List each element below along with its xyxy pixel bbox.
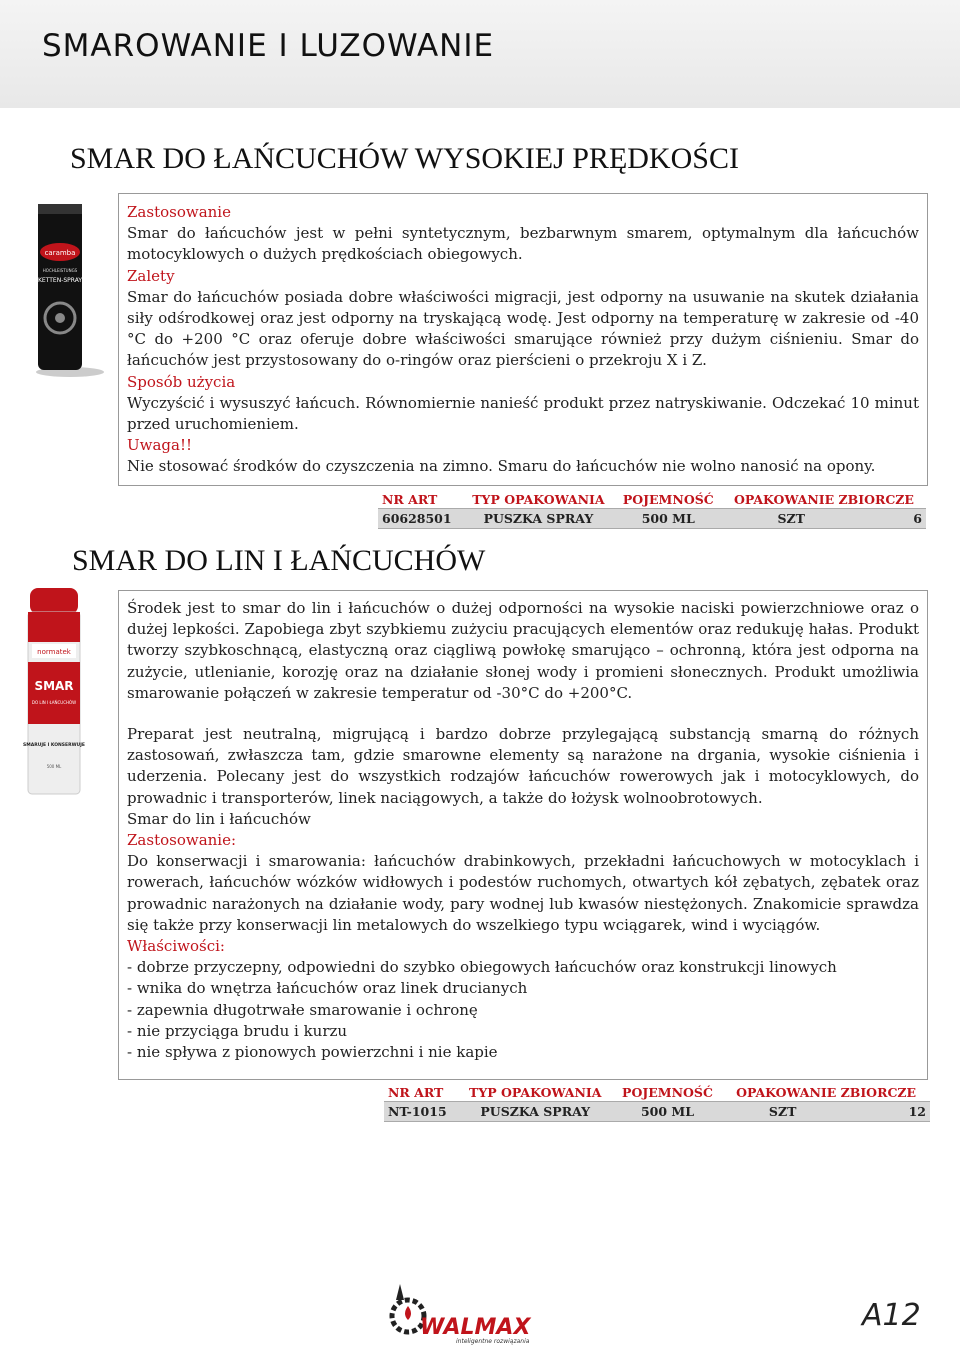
product1-spec-table: [378, 490, 926, 529]
product2-line-name: Smar do lin i łańcuchów: [127, 809, 311, 828]
product2-can-image: [24, 586, 84, 798]
product2-can-product2: DO LIN I ŁAŃCUCHÓW: [31, 700, 77, 705]
table-header: POJEMNOŚĆ: [622, 491, 714, 507]
product1-can-product: KETTEN-SPRAY: [37, 277, 83, 284]
product2-can-tagline: SMARUJE I KONSERWUJE: [23, 743, 85, 748]
product2-zastosowanie-heading: Zastosowanie:: [127, 831, 237, 850]
table-cell: 500 ML: [615, 509, 722, 529]
product2-description-box: [118, 590, 928, 1080]
walmax-logo-tagline: inteligentne rozwiązania: [456, 1338, 530, 1345]
page-number: A12: [862, 1298, 921, 1333]
list-item: - wnika do wnętrza łańcuchów oraz linek drucianych: [127, 979, 528, 998]
table-cell: 60628501: [378, 509, 462, 529]
table-header-row: [384, 1083, 930, 1102]
table-row: [384, 1102, 930, 1122]
product1-sposob-heading: Sposób użycia: [127, 372, 236, 391]
table-header: NR ART: [388, 1084, 444, 1100]
product1-can-subtitle: HOCHLEISTUNGS: [42, 268, 78, 273]
table-header: TYP OPAKOWANIA: [469, 1084, 602, 1100]
table-header-row: [378, 490, 926, 509]
product2-para1: Środek jest to smar do lin i łańcuchów o dużej odporności na wysokie naciski powierzchniowe oraz o dużej lepkości. Zapobiega zbyt szybkiemu zużyciu pracujących elementów oraz redukuję hałas. Produkt tworzy szybkoschnącą, elastyczną oraz ciągliwą powłokę smarująco – ochronną, która jest odporna na zużycie, utlenianie, korozję oraz na działanie słonej wody i promieni słonecznych. Produkt umożliwia smarowanie połączeń w zakresie temperatur od -30°C do +200°C.: [127, 599, 919, 702]
table-cell: 500 ML: [613, 1102, 722, 1122]
table-cell: SZT: [722, 509, 861, 529]
product1-zalety-text: Smar do łańcuchów posiada dobre właściwości migracji, jest odporny na usuwanie na skutek działania siły odśrodkowej oraz jest odporny na tryskającą wodę. Jest odporny na temperaturę w zakresie od -40 °C do +200 °C oraz oferuje dobre właściwości smarujące również przy dużym ciśnieniu. Smar do łańcuchów jest przystosowany do o-ringów oraz pierścieni o przekroju X i Z.: [127, 287, 919, 370]
product1-zalety-heading: Zalety: [127, 266, 175, 285]
table-header: POJEMNOŚĆ: [622, 1084, 713, 1100]
list-item: - zapewnia długotrwałe smarowanie i ochronę: [127, 1000, 478, 1019]
product2-can-product: SMAR: [34, 679, 74, 693]
product1-zastosowanie-text: Smar do łańcuchów jest w pełni syntetycznym, bezbarwnym smarem, optymalnym dla łańcuchów motocyklowych o dużych prędkościach obiegowych.: [127, 224, 919, 264]
walmax-logo: [382, 1280, 531, 1346]
product1-can-brand: caramba: [44, 249, 76, 257]
product2-can-volume: 500 ML: [46, 764, 62, 769]
product1-description-box: [118, 193, 928, 486]
product2-can-brand: normatek: [37, 648, 71, 656]
table-row: [378, 509, 926, 529]
table-header: OPAKOWANIE ZBIORCZE: [733, 491, 914, 507]
list-item: - nie spływa z pionowych powierzchni i nie kapie: [127, 1043, 498, 1062]
product2-wlasciwosci-heading: Właściwości:: [127, 937, 225, 956]
table-header: OPAKOWANIE ZBIORCZE: [736, 1084, 917, 1100]
product1-can-image: [30, 200, 110, 380]
product1-title: SMAR DO ŁAŃCUCHÓW WYSOKIEJ PRĘDKOŚCI: [70, 142, 739, 175]
header-band: [0, 0, 960, 108]
product2-para2: Preparat jest neutralną, migrującą i bardzo dobrze przylegającą substancją smarną do różnych zastosowań, zwłaszcza tam, gdzie smarowne elementy są narażone na drgania, wysokie ciśnienia i uderzenia. Polecany jest do wszystkich rodzajów łańcuchów rowerowych jak i motocyklowych, do prowadnic i transporterów, linek naciągowych, a także do łożysk wolnoobrotowych.: [127, 725, 919, 807]
product1-uwaga-heading: Uwaga!!: [127, 436, 193, 455]
table-cell: PUSZKA SPRAY: [458, 1102, 613, 1122]
product1-uwaga-text: Nie stosować środków do czyszczenia na zimno. Smaru do łańcuchów nie wolno nanosić na opony.: [127, 457, 876, 476]
product2-zastosowanie-text: Do konserwacji i smarowania: łańcuchów drabinkowych, przekładni łańcuchowych w motocyklach i rowerach, łańcuchów wózków widłowych i podestów ruchomych, otwartych kół zębatych, zębatek oraz prowadnic narażonych na działanie wody, pary wodnej lub kwasów niestężonych. Znakomicie sprawdza się także przy konserwacji lin metalowych do wszelkiego typu wciągarek, wind i wyciągów.: [127, 852, 919, 934]
page-title: SMAROWANIE I LUZOWANIE: [42, 28, 495, 64]
list-item: - nie przyciąga brudu i kurzu: [127, 1021, 348, 1040]
product2-title: SMAR DO LIN I ŁAŃCUCHÓW: [72, 544, 486, 577]
product1-zastosowanie-heading: Zastosowanie: [127, 203, 231, 221]
table-cell: NT-1015: [384, 1102, 458, 1122]
product1-sposob-text: Wyczyścić i wysuszyć łańcuch. Równomiernie nanieść produkt przez natryskiwanie. Odczekać 10 minut przed uruchomieniem.: [127, 393, 919, 434]
product2-spec-table: [384, 1083, 930, 1122]
table-cell: 12: [843, 1102, 930, 1122]
walmax-logo-text: WALMAX: [420, 1315, 531, 1340]
list-item: - dobrze przyczepny, odpowiedni do szybko obiegowych łańcuchów oraz konstrukcji linowych: [127, 958, 837, 977]
table-cell: 6: [861, 509, 926, 529]
table-header: TYP OPAKOWANIA: [472, 491, 605, 507]
table-cell: SZT: [722, 1102, 843, 1122]
table-header: NR ART: [382, 491, 438, 507]
table-cell: PUSZKA SPRAY: [462, 509, 614, 529]
